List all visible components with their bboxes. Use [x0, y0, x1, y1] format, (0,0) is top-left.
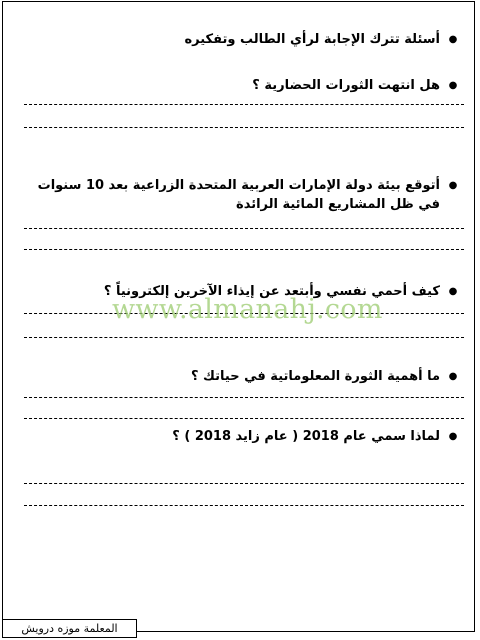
question-text: لماذا سمي عام 2018 ( عام زايد 2018 ) ؟: [172, 429, 440, 444]
answer-line: [24, 397, 464, 398]
bullet-icon: ●: [448, 431, 458, 442]
answer-line: [24, 483, 464, 484]
bullet-icon: ●: [448, 371, 458, 382]
answer-line: [24, 249, 464, 250]
bullet-icon: ●: [448, 180, 458, 191]
question-1: [14, 76, 466, 95]
answer-line: [24, 104, 464, 105]
heading-text: أسئلة تترك الإجابة لرأي الطالب وتفكيره: [184, 32, 440, 47]
bullet-icon: ●: [448, 80, 458, 91]
bullet-icon: ●: [448, 286, 458, 297]
question-text: ما أهمية الثورة المعلوماتية في حياتك ؟: [190, 369, 440, 384]
bullet-icon: ●: [448, 34, 458, 45]
question-5: [14, 427, 466, 446]
answer-line: [24, 505, 464, 506]
answer-line: [24, 228, 464, 229]
watermark: www.almanahj.com: [112, 294, 383, 325]
answer-line: [24, 337, 464, 338]
question-text: كيف أحمي نفسي وأبتعد عن إيذاء الآخرين إلكترونياً ؟: [103, 284, 440, 299]
question-text: هل انتهت الثورات الحضارية ؟: [252, 78, 440, 93]
question-4: [14, 367, 466, 386]
question-2: [14, 176, 466, 214]
answer-line: [24, 127, 464, 128]
worksheet-heading: [14, 30, 466, 49]
answer-line: [24, 418, 464, 419]
question-text: أتوقع بيئة دولة الإمارات العربية المتحدة الزراعية بعد 10 سنوات في ظل المشاريع المائية الرائدة: [37, 178, 440, 212]
teacher-name-footer: المعلمة موزه درويش: [2, 619, 137, 638]
